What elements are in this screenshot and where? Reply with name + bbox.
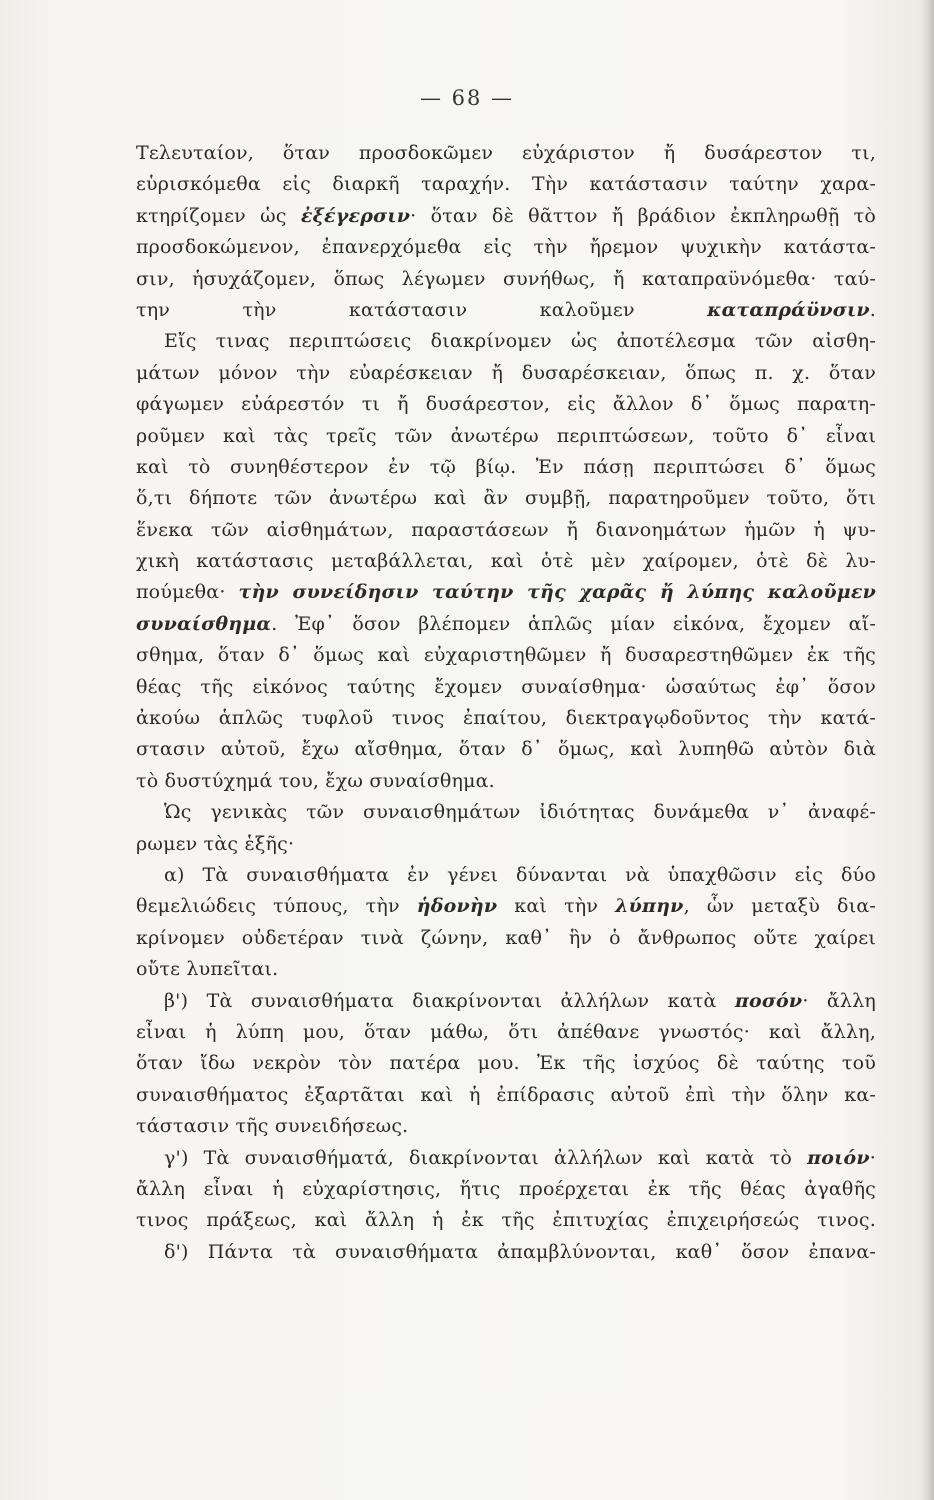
text-segment: εἶναι ἡ λύπη μου, ὅταν μάθω, ὅτι ἀπέθανε γνωστός· καὶ ἄλλη,: [136, 1020, 876, 1043]
text-segment: ὅ,τι δήποτε τῶν ἀνωτέρω καὶ ἂν συμβῇ, παρατηροῦμεν τοῦτο, ὅτι: [136, 487, 876, 510]
text-segment: εὑρισκόμεθα εἰς διαρκῆ ταραχήν. Τὴν κατάστασιν ταύτην χαρα-: [136, 173, 876, 196]
text-line: [136, 138, 876, 169]
text-line: [136, 577, 876, 608]
text-line: [136, 703, 876, 734]
text-segment: .: [869, 298, 876, 321]
text-segment: κρίνομεν οὐδετέραν τινὰ ζώνην, καθ᾽ ἣν ὁ ἄνθρωπος οὔτε χαίρει: [136, 926, 876, 949]
text-segment: καὶ τὴν: [497, 895, 616, 918]
text-line: [136, 672, 876, 703]
text-segment: φάγωμεν εὐάρεστόν τι ἤ δυσάρεστον, εἰς ἄλλον δ᾽ ὅμως παρατη-: [136, 393, 876, 416]
text-line: [136, 295, 876, 326]
text-line: [136, 609, 876, 640]
text-segment: χικὴ κατάστασις μεταβάλλεται, καὶ ὁτὲ μὲν χαίρομεν, ὁτὲ δὲ λυ-: [136, 550, 876, 573]
text-line: [136, 546, 876, 577]
text-segment: δ') Πάντα τὰ συναισθήματα ἀπαμβλύνονται, καθ᾽ ὅσον ἐπανα-: [164, 1240, 876, 1263]
body-text: [136, 138, 876, 1268]
text-line: [136, 201, 876, 232]
text-line: [136, 1174, 876, 1205]
text-segment: ἀκούω ἁπλῶς τυφλοῦ τινος ἐπαίτου, διεκτραγῳδοῦντος τὴν κατά-: [136, 707, 876, 730]
text-line: [136, 1237, 876, 1268]
text-segment: προσδοκώμενον, ἐπανερχόμεθα εἰς τὴν ἤρεμον ψυχικὴν κατάστα-: [136, 236, 876, 259]
text-line: [136, 1048, 876, 1079]
text-segment: την τὴν κατάστασιν καλοῦμεν: [136, 298, 708, 321]
text-line: [136, 169, 876, 200]
text-segment: τινος πράξεως, καὶ ἄλλη ἡ ἐκ τῆς ἐπιτυχίας ἐπιχειρήσεώς τινος.: [136, 1209, 876, 1232]
text-segment: θέας τῆς εἰκόνος ταύτης ἔχομεν συναίσθημα· ὡσαύτως ἐφ᾽ ὅσον: [136, 675, 876, 698]
text-segment: συναισθήματος ἐξαρτᾶται καὶ ἡ ἐπίδρασις αὐτοῦ ἐπὶ τὴν ὅλην κα-: [136, 1083, 876, 1106]
text-line: [136, 232, 876, 263]
text-segment: Εἴς τινας περιπτώσεις διακρίνομεν ὡς ἀποτέλεσμα τῶν αἰσθη-: [164, 330, 876, 353]
emphasized-term: συναίσθημα: [136, 612, 272, 635]
text-segment: σιν, ἡσυχάζομεν, ὅπως λέγωμεν συνήθως, ἤ καταπραϋνόμεθα· ταύ-: [136, 267, 876, 290]
page-number: — 68 —: [419, 86, 515, 110]
text-segment: ἄλλη εἶναι ἡ εὐχαρίστησις, ἥτις προέρχεται ἐκ τῆς θέας ἀγαθῆς: [136, 1177, 876, 1200]
text-segment: σθημα, ὅταν δ᾽ ὅμως καὶ εὐχαριστηθῶμεν ἤ δυσαρεστηθῶμεν ἐκ τῆς: [136, 644, 876, 667]
text-segment: α) Τὰ συναισθήματα ἐν γένει δύνανται νὰ ὑπαχθῶσιν εἰς δύο: [164, 863, 876, 886]
text-line: [136, 264, 876, 295]
text-line: [136, 515, 876, 546]
text-line: [136, 766, 876, 797]
text-segment: ·: [869, 1146, 876, 1169]
text-segment: καὶ τὸ συνηθέστερον ἐν τῷ βίῳ. Ἐν πάσῃ περιπτώσει δ᾽ ὅμως: [136, 455, 876, 478]
text-line: [136, 734, 876, 765]
text-line: [136, 326, 876, 357]
text-line: [136, 891, 876, 922]
text-segment: κτηρίζομεν ὡς: [136, 204, 301, 227]
text-line: [136, 797, 876, 828]
emphasized-term: τὴν συνείδησιν ταύτην τῆς χαρᾶς ἤ λύπης καλοῦμεν: [238, 581, 876, 604]
text-line: [136, 860, 876, 891]
text-segment: πούμεθα·: [136, 581, 239, 604]
text-segment: · ὅταν δὲ θᾶττον ἤ βράδιον ἐκπληρωθῇ τὸ: [410, 204, 876, 227]
text-line: [136, 640, 876, 671]
text-line: [136, 358, 876, 389]
text-line: [136, 421, 876, 452]
text-line: [136, 452, 876, 483]
text-line: [136, 1080, 876, 1111]
text-line: [136, 986, 876, 1017]
emphasized-term: ποσόν: [734, 989, 803, 1012]
text-segment: · ἄλλη: [802, 989, 876, 1012]
text-segment: Τελευταίον, ὅταν προσδοκῶμεν εὐχάριστον ἤ δυσάρεστον τι,: [136, 142, 876, 164]
text-segment: ρωμεν τὰς ἑξῆς·: [136, 832, 295, 855]
page-edge-shadow: [920, 0, 934, 1500]
emphasized-term: ποιόν: [807, 1146, 870, 1169]
text-segment: γ') Τὰ συναισθήματά, διακρίνονται ἀλλήλων καὶ κατὰ τὸ: [164, 1146, 808, 1169]
text-segment: οὔτε λυπεῖται.: [136, 958, 279, 981]
text-segment: Ὡς γενικὰς τῶν συναισθημάτων ἰδιότητας δυνάμεθα ν᾽ ἀναφέ-: [164, 801, 876, 824]
text-segment: , ὧν μεταξὺ δια-: [683, 895, 876, 918]
text-line: [136, 1205, 876, 1236]
text-segment: β') Τὰ συναισθήματα διακρίνονται ἀλλήλων κατὰ: [164, 989, 735, 1012]
text-segment: . Ἐφ᾽ ὅσον βλέπομεν ἁπλῶς μίαν εἰκόνα, ἔχομεν αἴ-: [271, 612, 876, 635]
text-segment: θεμελιώδεις τύπους, τὴν: [136, 895, 417, 918]
text-segment: τάστασιν τῆς συνειδήσεως.: [136, 1115, 409, 1138]
text-line: [136, 1111, 876, 1142]
text-line: [136, 389, 876, 420]
emphasized-term: καταπράϋνσιν: [707, 298, 870, 321]
text-segment: μάτων μόνον τὴν εὐαρέσκειαν ἤ δυσαρέσκειαν, ὅπως π. χ. ὅταν: [136, 361, 876, 384]
text-line: [136, 1017, 876, 1048]
text-line: [136, 1143, 876, 1174]
text-segment: ὅταν ἴδω νεκρὸν τὸν πατέρα μου. Ἐκ τῆς ἰσχύος δὲ ταύτης τοῦ: [136, 1052, 876, 1075]
emphasized-term: ἡδονὴν: [416, 895, 498, 918]
text-line: [136, 483, 876, 514]
text-segment: ἕνεκα τῶν αἰσθημάτων, παραστάσεων ἤ διανοημάτων ἡμῶν ἡ ψυ-: [136, 518, 876, 541]
emphasized-term: ἐξέγερσιν: [300, 204, 411, 227]
text-line: [136, 923, 876, 954]
text-segment: τὸ δυστύχημά του, ἔχω συναίσθημα.: [136, 769, 495, 792]
text-segment: ροῦμεν καὶ τὰς τρεῖς τῶν ἀνωτέρω περιπτώσεων, τοῦτο δ᾽ εἶναι: [136, 424, 876, 447]
text-line: [136, 829, 876, 860]
text-line: [136, 954, 876, 985]
emphasized-term: λύπην: [615, 895, 684, 918]
text-segment: στασιν αὐτοῦ, ἔχω αἴσθημα, ὅταν δ᾽ ὅμως, καὶ λυπηθῶ αὐτὸν διὰ: [136, 738, 876, 761]
